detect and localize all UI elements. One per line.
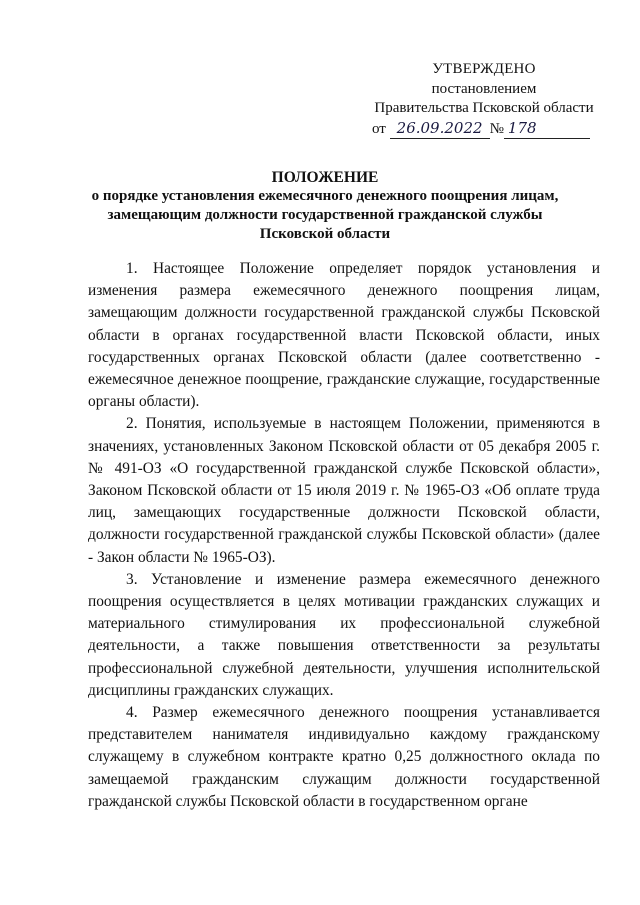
approval-line-1: постановлением [431, 80, 537, 97]
approval-title: УТВЕРЖДЕНО [432, 61, 536, 77]
number-prefix: № [489, 120, 504, 137]
document-title: ПОЛОЖЕНИЕ [271, 169, 379, 186]
approval-line-2: Правительства Псковской области [374, 100, 594, 116]
handwritten-date: 26.09.2022 [390, 119, 490, 140]
handwritten-number: 178 [504, 119, 590, 140]
document-heading [90, 168, 560, 244]
document-body [88, 258, 600, 813]
paragraph-4: 4. Размер ежемесячного денежного поощрения устанавливается представителем нанимателя индивидуально каждому гражданскому служащему в служебном контракте кратно 0,25 должностного оклада по замещаемой гражданским служащим должности государственной гражданской службы Псковской области в государственном органе [88, 704, 600, 810]
document-subtitle: о порядке установления ежемесячного денежного поощрения лицам, замещающим должности государственной гражданской службы Псковской области [91, 188, 559, 242]
approval-date-line [364, 119, 604, 140]
paragraph-1: 1. Настоящее Положение определяет порядок установления и изменения размера ежемесячного денежного поощрения лицам, замещающим должности государственной гражданской службы Псковской области в органах государственной власти Псковской области, иных государственных органах Псковской области (далее соответственно - ежемесячное денежное поощрение, гражданские служащие, государственные органы области). [88, 260, 600, 411]
paragraph-3: 3. Установление и изменение размера ежемесячного денежного поощрения осуществляется в целях мотивации гражданских служащих и материального стимулирования их профессиональной служебной деятельности, а также повышения ответственности за результаты профессиональной служебной деятельности, улучшения исполнительской дисциплины гражданских служащих. [88, 570, 600, 699]
date-prefix: от [372, 120, 386, 137]
paragraph-2: 2. Понятия, используемые в настоящем Положении, применяются в значениях, установленных Законом Псковской области от 05 декабря 2005 г. № 491-ОЗ «О государственной гражданской службе Псковской области», Законом Псковской области от 15 июля 2019 г. № 1965-ОЗ «Об оплате труда лиц, замещающих государственные должности Псковской области, должности государственной гражданской службы Псковской области» (далее - Закон области № 1965-ОЗ). [88, 415, 600, 566]
approval-stamp [364, 60, 604, 139]
